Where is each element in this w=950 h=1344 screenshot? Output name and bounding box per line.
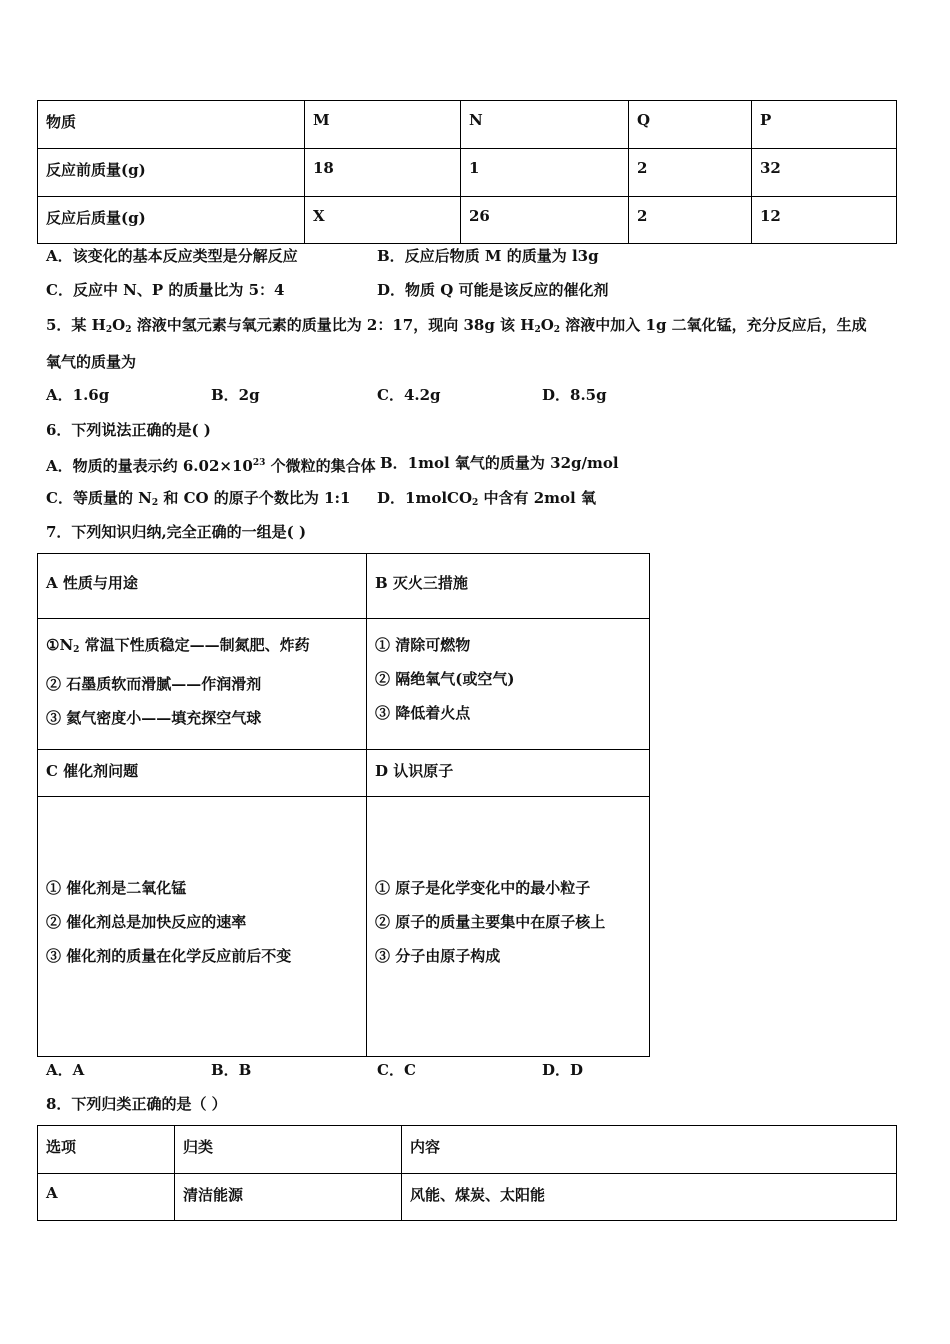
table-header-cell: 选项 <box>38 1126 175 1174</box>
table-header-cell: 内容 <box>402 1126 897 1174</box>
list-item: ① 清除可燃物 <box>375 636 471 654</box>
table-cell: 1 <box>461 149 629 197</box>
list-item: ③ 氦气密度小——填充探空气球 <box>46 709 262 727</box>
q7-option-c: C．C <box>377 1061 416 1079</box>
q5-option-a: A．1.6g <box>46 386 110 404</box>
q7-a-title: A 性质与用途 <box>38 554 367 619</box>
table-cell: X <box>305 197 461 244</box>
table-header-cell: N <box>461 101 629 149</box>
table-cell: 32 <box>752 149 897 197</box>
list-item: ② 石墨质软而滑腻——作润滑剂 <box>46 675 262 693</box>
q7-stem: 7．下列知识归纳,完全正确的一组是( ) <box>46 523 307 541</box>
list-item: ③ 降低着火点 <box>375 704 471 722</box>
table-cell: 18 <box>305 149 461 197</box>
q7-a-items <box>38 619 367 750</box>
list-item: ② 隔绝氧气(或空气) <box>375 670 515 688</box>
q7-b-items <box>367 619 650 750</box>
q7-d-title: D 认识原子 <box>367 750 650 797</box>
q5-stem: 5．某 $H_2O_2$ 溶液中氢元素与氧元素的质量比为 2：17，现向 38g 该 $H_2O_2$ 溶液中加入 1g 二氧化锰，充分反应后，生成 <box>46 316 867 335</box>
q4-option-c: C．反应中 N、P 的质量比为 5：4 <box>46 281 285 299</box>
q6-option-c: C．等质量的 $N_2$ 和 CO 的原子个数比为 1:1 <box>46 489 351 508</box>
list-item: ① 催化剂是二氧化锰 <box>46 879 187 897</box>
list-item: ② 催化剂总是加快反应的速率 <box>46 913 247 931</box>
table-cell: 反应前质量(g) <box>38 149 305 197</box>
q7-knowledge-table <box>37 553 650 1057</box>
table-row <box>38 1174 897 1221</box>
table-cell: 12 <box>752 197 897 244</box>
q7-b-title: B 灭火三措施 <box>367 554 650 619</box>
list-item: ③ 催化剂的质量在化学反应前后不变 <box>46 947 292 965</box>
q7-option-a: A．A <box>46 1061 85 1079</box>
q8-table <box>37 1125 897 1221</box>
q7-c-title: C 催化剂问题 <box>38 750 367 797</box>
table-cell: 反应后质量(g) <box>38 197 305 244</box>
table-row <box>38 197 897 244</box>
q7-d-items <box>367 797 650 1057</box>
q6-option-a: A．物质的量表示约 $6.02\times 10^{23}$ 个微粒的集合体 <box>46 457 376 475</box>
mass-table <box>37 100 897 244</box>
table-cell: 2 <box>629 149 752 197</box>
list-item: ③ 分子由原子构成 <box>375 947 501 965</box>
table-header-cell: 物质 <box>38 101 305 149</box>
q7-option-d: D．D <box>542 1061 584 1079</box>
q7-c-items <box>38 797 367 1057</box>
table-cell: A <box>38 1174 175 1221</box>
table-cell: 26 <box>461 197 629 244</box>
table-header-cell: Q <box>629 101 752 149</box>
q4-option-d: D．物质 Q 可能是该反应的催化剂 <box>377 281 609 299</box>
list-item: $①N_2$ 常温下性质稳定——制氮肥、炸药 <box>46 636 310 655</box>
list-item: ② 原子的质量主要集中在原子核上 <box>375 913 606 931</box>
q5-option-c: C．4.2g <box>377 386 441 404</box>
q6-stem: 6．下列说法正确的是( ) <box>46 421 211 439</box>
table-cell: 清洁能源 <box>175 1174 402 1221</box>
table-header-cell: P <box>752 101 897 149</box>
table-header-cell: M <box>305 101 461 149</box>
q8-stem: 8．下列归类正确的是（ ） <box>46 1095 227 1113</box>
q4-option-b: B．反应后物质 M 的质量为 l3g <box>377 247 599 265</box>
q7-option-b: B．B <box>211 1061 252 1079</box>
q4-option-a: A．该变化的基本反应类型是分解反应 <box>46 247 298 265</box>
q5-stem-line2: 氧气的质量为 <box>46 353 137 371</box>
q5-option-d: D．8.5g <box>542 386 607 404</box>
q6-option-d: D．1molCO$_2$ 中含有 2mol 氧 <box>377 489 596 508</box>
table-row <box>38 149 897 197</box>
table-header-cell: 归类 <box>175 1126 402 1174</box>
list-item: ① 原子是化学变化中的最小粒子 <box>375 879 591 897</box>
table-cell: 2 <box>629 197 752 244</box>
q6-option-b: B．1mol 氧气的质量为 32g/mol <box>380 454 619 472</box>
table-cell: 风能、煤炭、太阳能 <box>402 1174 897 1221</box>
q5-option-b: B．2g <box>211 386 260 404</box>
